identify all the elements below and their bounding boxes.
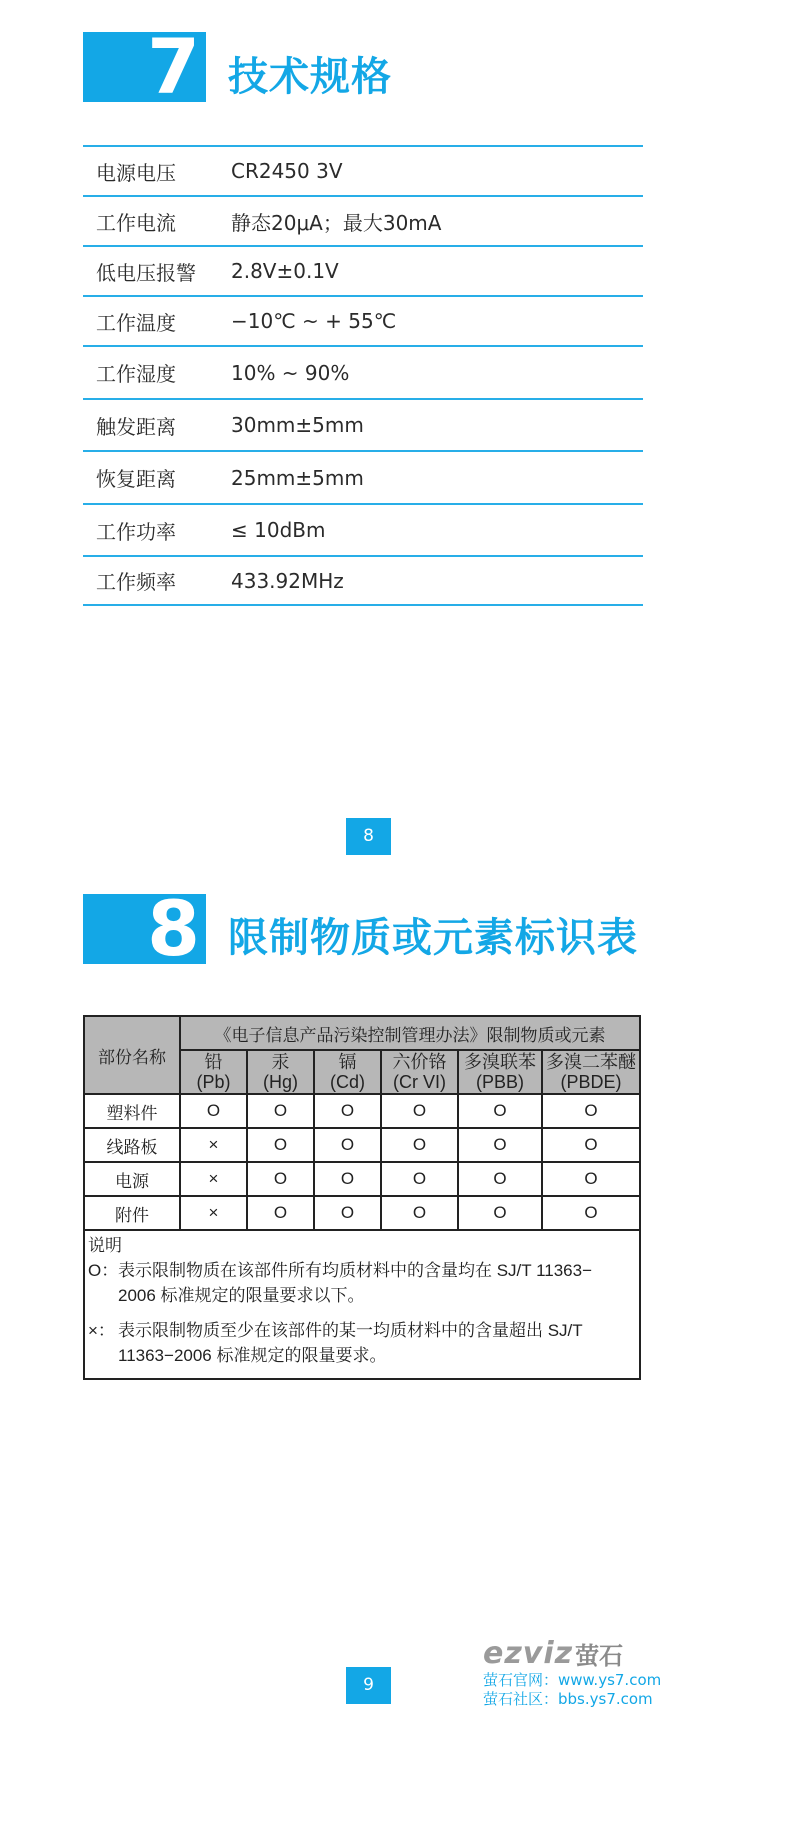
section-7-number: 7 [147, 22, 200, 111]
substance-header-cd [314, 1050, 381, 1094]
spec-label: 工作功率 [96, 519, 176, 544]
spec-row [83, 503, 643, 555]
table-cell: O [381, 1128, 458, 1162]
spec-value: 30mm±5mm [231, 413, 364, 437]
table-cell: O [247, 1162, 314, 1196]
ezviz-logo-wordmark: ezviz [483, 1636, 574, 1671]
table-cell: O [247, 1196, 314, 1230]
table-cell: O [247, 1128, 314, 1162]
table-row [84, 1094, 640, 1128]
table-cell: O [314, 1196, 381, 1230]
part-name: 附件 [84, 1196, 180, 1230]
table-cell: O [314, 1128, 381, 1162]
spec-row [83, 245, 643, 295]
table-cell: O [542, 1128, 640, 1162]
substance-name: 铅 [204, 1052, 223, 1072]
substance-header-pbde [542, 1050, 640, 1094]
section-7-number-block [83, 22, 206, 111]
substance-header-pb [180, 1050, 247, 1094]
part-name: 电源 [84, 1162, 180, 1196]
part-name: 塑料件 [84, 1094, 180, 1128]
page-number: 9 [346, 1667, 391, 1704]
section-8-number: 8 [147, 884, 200, 973]
spec-row [83, 398, 643, 450]
substance-symbol: (Cr VI) [393, 1072, 446, 1092]
section-8-number-block [83, 884, 206, 973]
section-7-title: 技术规格 [228, 54, 392, 100]
hazardous-substance-table [83, 1015, 641, 1380]
spec-row [83, 295, 643, 345]
notes-cell [84, 1230, 640, 1379]
ezviz-logo-chinese: 萤石 [575, 1642, 624, 1670]
spec-value: 静态20μA；最大30mA [231, 210, 442, 235]
part-name: 线路板 [84, 1128, 180, 1162]
note-o-mark: O： [88, 1261, 119, 1280]
note-o-continuation: 2006 标准规定的限量要求以下。 [118, 1286, 365, 1305]
note-o [88, 1258, 635, 1283]
table-row [84, 1128, 640, 1162]
spec-label: 工作湿度 [96, 362, 176, 386]
substance-symbol: (PBDE) [560, 1072, 622, 1092]
ezviz-logo [483, 1636, 623, 1671]
spec-value: ≤ 10dBm [231, 518, 326, 542]
spec-row [83, 145, 643, 195]
table-cell: O [381, 1094, 458, 1128]
note-x-continuation: 11363−2006 标准规定的限量要求。 [118, 1346, 387, 1365]
substance-header-hg [247, 1050, 314, 1094]
substance-name: 多溴联苯 [464, 1052, 536, 1072]
spec-value: 2.8V±0.1V [231, 259, 339, 283]
spec-row [83, 450, 643, 503]
spec-row [83, 555, 643, 606]
substance-symbol: (Cd) [330, 1072, 365, 1092]
brand-links [483, 1671, 661, 1709]
substance-symbol: (Pb) [196, 1072, 231, 1092]
spec-row [83, 345, 643, 398]
spec-label: 工作频率 [96, 570, 176, 594]
substance-name: 六价铬 [392, 1052, 447, 1072]
notes-title: 说明 [88, 1236, 122, 1255]
spec-label: 恢复距离 [96, 467, 176, 491]
table-cell: × [180, 1196, 247, 1230]
page-number: 8 [346, 818, 391, 855]
table-cell: O [314, 1162, 381, 1196]
substance-name: 多溴二苯醚 [546, 1052, 636, 1072]
spec-value: CR2450 3V [231, 159, 343, 183]
section-8-title: 限制物质或元素标识表 [228, 915, 638, 961]
table-cell: O [247, 1094, 314, 1128]
table-cell: O [542, 1094, 640, 1128]
table-cell: × [180, 1162, 247, 1196]
table-cell: O [458, 1196, 542, 1230]
table-cell: O [542, 1196, 640, 1230]
spec-value: 10% ~ 90% [231, 360, 350, 385]
spec-table [83, 145, 643, 606]
part-name-header: 部份名称 [84, 1016, 180, 1094]
table-cell: O [458, 1128, 542, 1162]
spec-label: 电源电压 [96, 160, 176, 185]
community-link[interactable]: 萤石社区：bbs.ys7.com [483, 1690, 653, 1708]
spec-row [83, 195, 643, 245]
note-x-text: 表示限制物质至少在该部件的某一均质材料中的含量超出 SJ/T [118, 1321, 583, 1340]
official-site-link[interactable]: 萤石官网：www.ys7.com [483, 1671, 662, 1689]
spec-value: 433.92MHz [231, 568, 344, 593]
table-cell: O [180, 1094, 247, 1128]
table-row [84, 1162, 640, 1196]
table-cell: O [458, 1162, 542, 1196]
table-cell: O [314, 1094, 381, 1128]
spec-value: −10℃ ~ + 55℃ [231, 309, 397, 333]
table-cell: O [381, 1162, 458, 1196]
table-row [84, 1196, 640, 1230]
substance-name: 镉 [338, 1052, 357, 1072]
note-x [88, 1318, 635, 1343]
spec-value: 25mm±5mm [231, 465, 364, 490]
table-cell: O [542, 1162, 640, 1196]
note-o-text: 表示限制物质在该部件所有均质材料中的含量均在 SJ/T 11363− [118, 1261, 593, 1280]
substance-group-header: 《电子信息产品污染控制管理办法》限制物质或元素 [180, 1016, 640, 1050]
substance-header-pbb [458, 1050, 542, 1094]
substance-symbol: (PBB) [475, 1072, 524, 1092]
note-x-mark: ×： [88, 1321, 115, 1340]
substance-name: 汞 [271, 1052, 290, 1072]
substance-symbol: (Hg) [263, 1072, 298, 1092]
table-cell: O [381, 1196, 458, 1230]
spec-label: 触发距离 [96, 414, 176, 439]
substance-header-crvi [381, 1050, 458, 1094]
spec-label: 低电压报警 [96, 260, 196, 285]
spec-label: 工作温度 [96, 310, 176, 335]
table-cell: × [180, 1128, 247, 1162]
spec-label: 工作电流 [96, 210, 176, 235]
table-cell: O [458, 1094, 542, 1128]
table-notes [84, 1230, 640, 1379]
